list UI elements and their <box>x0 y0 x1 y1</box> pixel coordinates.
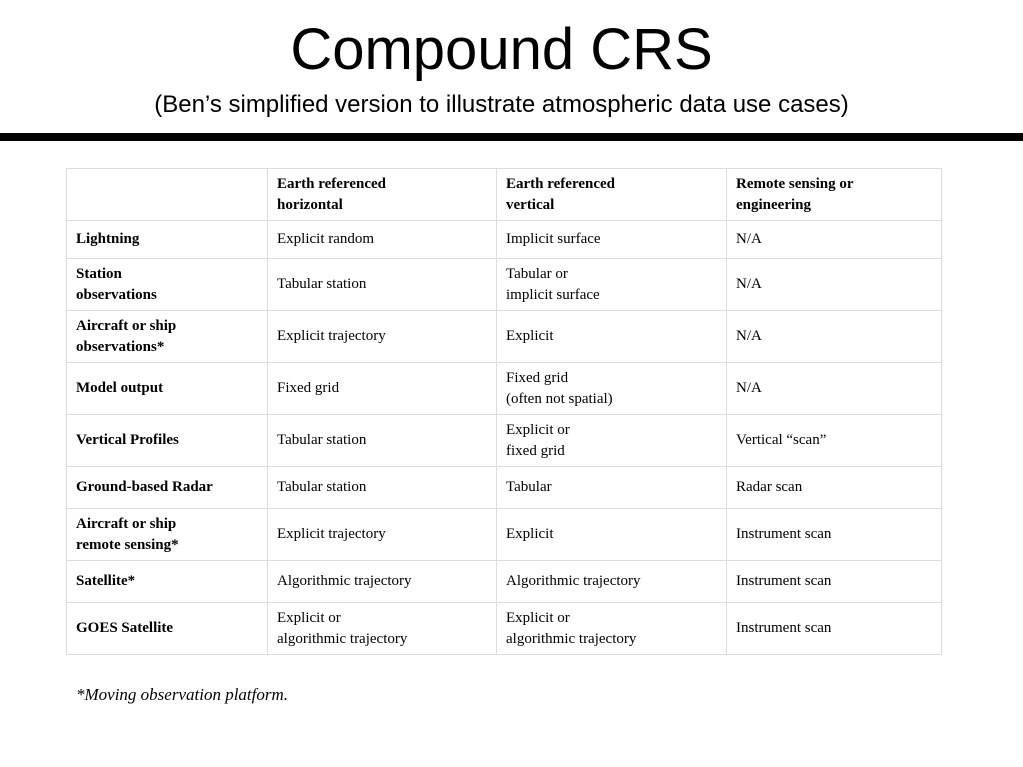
crs-table <box>66 168 942 655</box>
row-label: Aircraft or ship remote sensing* <box>67 509 268 561</box>
row-label: Station observations <box>67 259 268 311</box>
cell-vertical: Explicit or algorithmic trajectory <box>497 603 727 655</box>
header-horizontal: Earth referenced horizontal <box>268 169 497 221</box>
table-row <box>67 363 942 415</box>
table-row <box>67 221 942 259</box>
cell-horizontal: Tabular station <box>268 415 497 467</box>
table-row <box>67 603 942 655</box>
row-label: GOES Satellite <box>67 603 268 655</box>
row-label: Ground-based Radar <box>67 467 268 509</box>
row-label: Vertical Profiles <box>67 415 268 467</box>
header-vertical: Earth referenced vertical <box>497 169 727 221</box>
table-header-row <box>67 169 942 221</box>
cell-horizontal: Algorithmic trajectory <box>268 561 497 603</box>
table-row <box>67 259 942 311</box>
cell-vertical: Tabular <box>497 467 727 509</box>
table-row <box>67 311 942 363</box>
slide-title: Compound CRS <box>290 17 713 82</box>
footnote: *Moving observation platform. <box>76 685 289 704</box>
cell-remote-sensing: Instrument scan <box>727 561 942 603</box>
row-label: Aircraft or ship observations* <box>67 311 268 363</box>
cell-horizontal: Fixed grid <box>268 363 497 415</box>
title-divider <box>0 133 1023 141</box>
cell-remote-sensing: N/A <box>727 363 942 415</box>
header-remote-sensing: Remote sensing or engineering <box>727 169 942 221</box>
row-label: Model output <box>67 363 268 415</box>
header-corner-cell <box>67 169 268 221</box>
cell-vertical: Explicit or fixed grid <box>497 415 727 467</box>
cell-vertical: Implicit surface <box>497 221 727 259</box>
cell-vertical: Tabular or implicit surface <box>497 259 727 311</box>
row-label: Lightning <box>67 221 268 259</box>
row-label: Satellite* <box>67 561 268 603</box>
cell-remote-sensing: Instrument scan <box>727 509 942 561</box>
cell-horizontal: Explicit trajectory <box>268 311 497 363</box>
cell-remote-sensing: Vertical “scan” <box>727 415 942 467</box>
cell-vertical: Explicit <box>497 311 727 363</box>
cell-vertical: Fixed grid (often not spatial) <box>497 363 727 415</box>
cell-horizontal: Explicit random <box>268 221 497 259</box>
table-row <box>67 415 942 467</box>
cell-horizontal: Tabular station <box>268 467 497 509</box>
cell-remote-sensing: N/A <box>727 311 942 363</box>
cell-remote-sensing: Instrument scan <box>727 603 942 655</box>
cell-remote-sensing: N/A <box>727 259 942 311</box>
table-row <box>67 467 942 509</box>
table-row <box>67 509 942 561</box>
cell-vertical: Explicit <box>497 509 727 561</box>
slide-subtitle: (Ben’s simplified version to illustrate atmospheric data use cases) <box>154 91 849 118</box>
cell-remote-sensing: Radar scan <box>727 467 942 509</box>
table-row <box>67 561 942 603</box>
cell-vertical: Algorithmic trajectory <box>497 561 727 603</box>
cell-remote-sensing: N/A <box>727 221 942 259</box>
cell-horizontal: Explicit trajectory <box>268 509 497 561</box>
cell-horizontal: Tabular station <box>268 259 497 311</box>
cell-horizontal: Explicit or algorithmic trajectory <box>268 603 497 655</box>
